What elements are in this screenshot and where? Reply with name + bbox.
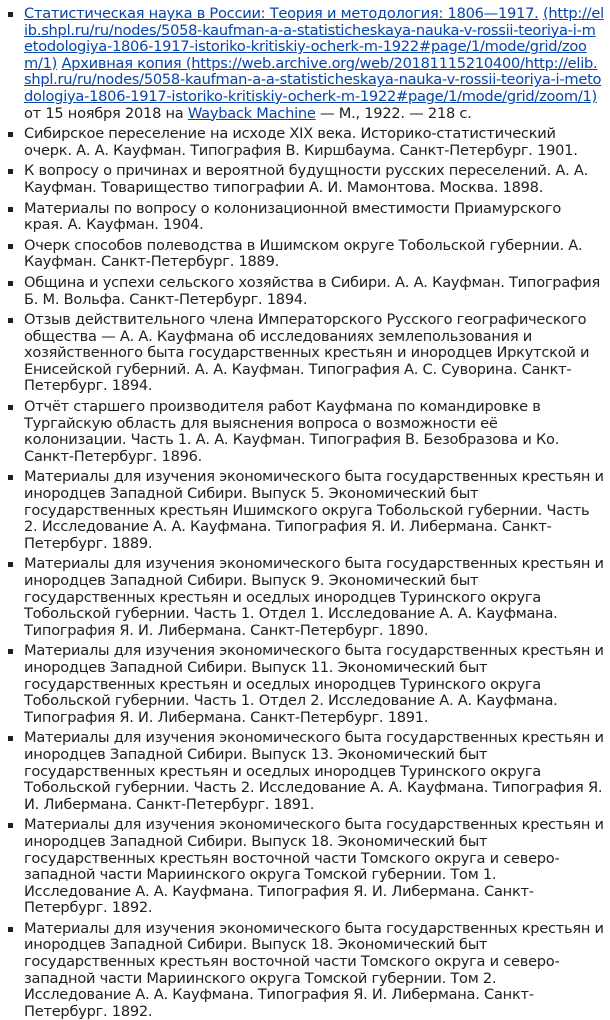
title-link[interactable]: Статистическая наука в России: Теория и методология: 1806—1917. (24, 5, 539, 22)
entry-text: Материалы для изучения экономического быта государственных крестьян и инородцев Западной Сибири. Выпуск 11. Экономический быт государственных крестьян и оседлых инородцев Туринского округа Тобольской губернии. Часть 1. Отдел 2. Исследование А. А. Кауфмана. Типография Я. И. Либермана. Санкт-Петербург. 1891. (24, 642, 604, 726)
entry-text: Материалы для изучения экономического быта государственных крестьян и инородцев Западной Сибири. Выпуск 18. Экономический быт государственных крестьян восточной части Томского округа и северо-западной части Мариинского округа Томской губернии. Том 2. Исследование А. А. Кауфмана. Типография Я. И. Либермана. Санкт-Петербург. 1892. (24, 919, 604, 1020)
bullet-icon (8, 736, 13, 741)
bullet-icon (8, 207, 13, 212)
list-item (0, 556, 604, 639)
entry-tail-text: — М., 1922. — 218 с. (315, 104, 472, 122)
list-item (0, 921, 604, 1020)
entry-text: Отзыв действительного члена Императорского Русского географического общества — А. А. Кауфмана об исследованиях землепользования и хозяйственного быта государственных крестьян и инородцев Иркутской и Енисейской губерний. А. А. Кауфман. Типография А. С. Суворина. Санкт-Петербург. 1894. (24, 311, 590, 395)
bullet-icon (8, 318, 13, 323)
list-item (0, 163, 604, 196)
entry-text: Материалы по вопросу о колонизационной вместимости Приамурского края. А. Кауфман. 1904. (24, 199, 562, 234)
entry-text: Материалы для изучения экономического быта государственных крестьян и инородцев Западной Сибири. Выпуск 13. Экономический быт государственных крестьян и оседлых инородцев Туринского округа Тобольской губернии. Часть 2. Исследование А. А. Кауфмана. Типография Я. И. Либермана. Санкт-Петербург. 1891. (24, 729, 604, 813)
list-item (0, 126, 604, 159)
bullet-icon (8, 132, 13, 137)
entry-text: Община и успехи сельского хозяйства в Сибири. А. А. Кауфман. Типография Б. М. Вольфа. Санкт-Петербург. 1894. (24, 273, 601, 308)
bullet-icon (8, 927, 13, 932)
archive-copy-link[interactable]: Архивная копия (https://web.archive.org/web/20181115210400/http://elib.shpl.ru/ru/nodes/5058-kaufman-a-a-statisticheskaya-nauka-v-rossii-teoriya-i-metodologiya-1806-1917-istoriko-kritiskiy-ocherk-m-1922#page/1/mode/grid/zoom/1) (24, 54, 602, 105)
bullet-icon (8, 405, 13, 410)
bullet-icon (8, 169, 13, 174)
bullet-icon (8, 12, 13, 17)
wayback-machine-link[interactable]: Wayback Machine (187, 104, 316, 122)
entry-text: Отчёт старшего производителя работ Кауфмана по командировке в Тургайскую область для выяснения вопроса о возможности её колонизации. Часть 1. А. А. Кауфман. Типография В. Безобразова и Ко. Санкт-Петербург. 1896. (24, 398, 560, 465)
entry-text: К вопросу о причинах и вероятной будущности русских переселений. А. А. Кауфман. Товарищество типографии А. И. Мамонтова. Москва. 1898. (24, 162, 589, 196)
list-item (0, 643, 604, 726)
list-item (0, 312, 604, 395)
list-item (0, 817, 604, 917)
source-url-link[interactable]: (http://elib.shpl.ru/ru/nodes/5058-kaufman-a-a-statisticheskaya-nauka-v-rossii-teoriya-i-metodologiya-1806-1917-istoriko-kritiskiy-ocherk-m-1922#page/1/mode/grid/zoom/1) (24, 5, 604, 72)
entry-text: Очерк способов полеводства в Ишимском округе Тобольской губернии. А. Кауфман. Санкт-Петербург. 1889. (24, 236, 583, 271)
list-item (0, 399, 604, 465)
list-item (0, 6, 604, 122)
list-item (0, 201, 604, 234)
bullet-icon (8, 244, 13, 249)
archive-date-text: от 15 ноября 2018 на (24, 104, 188, 122)
bullet-icon (8, 475, 13, 480)
list-item (0, 469, 604, 552)
bullet-icon (8, 649, 13, 654)
list-item (0, 730, 604, 813)
bullet-icon (8, 281, 13, 286)
entry-text: Материалы для изучения экономического быта государственных крестьян и инородцев Западной Сибири. Выпуск 5. Экономический быт государственных крестьян Ишимского округа Тобольской губернии. Часть 2. Исследование А. А. Кауфмана. Типография Я. И. Либермана. Санкт-Петербург. 1889. (24, 468, 604, 552)
bibliography-list (0, 6, 604, 1020)
bullet-icon (8, 562, 13, 567)
bullet-icon (8, 823, 13, 828)
entry-text: Материалы для изучения экономического быта государственных крестьян и инородцев Западной Сибири. Выпуск 18. Экономический быт государственных крестьян восточной части Томского округа и северо-западной части Мариинского округа Томской губернии. Том 1. Исследование А. А. Кауфмана. Типография Я. И. Либермана. Санкт-Петербург. 1892. (24, 816, 604, 917)
entry-text: Сибирское переселение на исходе XIX века. Историко-статистический очерк. А. А. Кауфман. Типография В. Киршбаума. Санкт-Петербург. 1901. (24, 125, 578, 159)
list-item (0, 238, 604, 271)
entry-text: Материалы для изучения экономического быта государственных крестьян и инородцев Западной Сибири. Выпуск 9. Экономический быт государственных крестьян и оседлых инородцев Туринского округа Тобольской губернии. Часть 1. Отдел 1. Исследование А. А. Кауфмана. Типография Я. И. Либермана. Санкт-Петербург. 1890. (24, 555, 604, 639)
list-item (0, 275, 604, 308)
